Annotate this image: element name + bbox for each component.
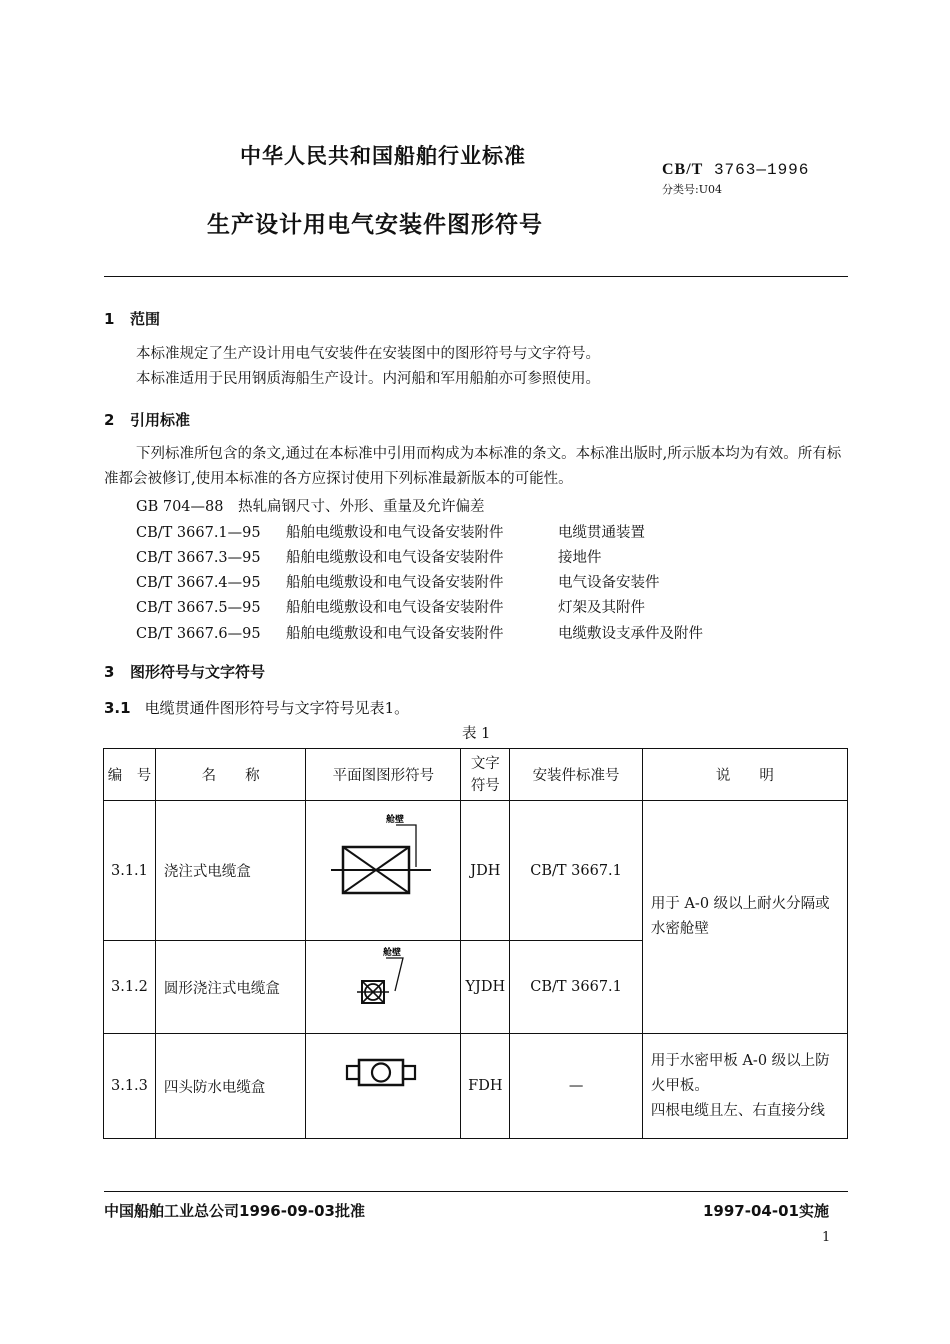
row-name: 圆形浇注式电缆盒: [155, 941, 305, 1034]
reference-part: 电气设备安装件: [558, 575, 660, 591]
row-code: YJDH: [461, 941, 510, 1034]
description-line: 四根电缆且左、右直接分线: [650, 1102, 825, 1119]
four-way-waterproof-box-symbol: [306, 1034, 460, 1134]
reference-item: [136, 546, 602, 567]
row-standard: CB/T 3667.1: [510, 801, 643, 941]
cable-gland-right: [403, 1066, 415, 1079]
row-name: 四头防水电缆盒: [155, 1034, 305, 1139]
row-symbol: [306, 941, 461, 1034]
section-1-title: 范围: [130, 310, 161, 328]
reference-part: 电缆贯通装置: [558, 525, 645, 541]
row-standard: —: [510, 1034, 643, 1139]
table-row: [104, 1034, 848, 1139]
row-symbol: [306, 801, 461, 941]
standard-code-prefix: CB/T: [662, 161, 704, 178]
reference-item: [136, 622, 703, 643]
cable-gland-left: [347, 1066, 359, 1079]
reference-item: [136, 596, 645, 617]
header-text-symbol: [461, 749, 510, 801]
table-row: [104, 801, 848, 941]
standard-body-title: 中华人民共和国船舶行业标准: [240, 144, 526, 168]
section-3-title: 图形符号与文字符号: [130, 663, 266, 681]
section-1-paragraph: 本标准规定了生产设计用电气安装件在安装图中的图形符号与文字符号。: [136, 346, 600, 362]
standard-code: [662, 161, 809, 179]
reference-title: 船舶电缆敷设和电气设备安装附件: [286, 600, 504, 616]
reference-part: 灯架及其附件: [558, 600, 645, 616]
reference-title: 船舶电缆敷设和电气设备安装附件: [286, 550, 504, 566]
bulkhead-label: 舱壁: [383, 948, 402, 958]
symbol-table: [103, 748, 848, 1139]
header-text-line1: 文字: [470, 755, 500, 772]
reference-item: [136, 521, 645, 542]
subsection-text: 电缆贯通件图形符号与文字符号见表1。: [144, 699, 410, 717]
reference-part: 电缆敷设支承件及附件: [558, 626, 703, 642]
reference-title: 船舶电缆敷设和电气设备安装附件: [286, 626, 504, 642]
section-3-number: 3: [104, 663, 115, 681]
section-1-paragraph: 本标准适用于民用钢质海船生产设计。内河船和军用船舶亦可参照使用。: [136, 371, 600, 387]
header-description: 说 明: [642, 749, 847, 801]
reference-code: CB/T 3667.5—95: [136, 600, 261, 616]
section-1-number: 1: [104, 310, 115, 328]
row-name: 浇注式电缆盒: [155, 801, 305, 941]
standard-code-number: 3763—1996: [713, 161, 810, 179]
box-circle: [372, 1064, 390, 1082]
reference-title: 船舶电缆敷设和电气设备安装附件: [286, 525, 504, 541]
document-title: 生产设计用电气安装件图形符号: [207, 212, 543, 238]
classification-number: 分类号:U04: [662, 183, 722, 196]
effective-date: 1997-04-01实施: [703, 1202, 829, 1220]
row-code: JDH: [461, 801, 510, 941]
bulkhead-label: 舱壁: [386, 815, 405, 825]
section-2-number: 2: [104, 411, 115, 429]
section-2-intro: 下列标准所包含的条文,通过在本标准中引用而构成为本标准的条文。本标准出版时,所示版本均为有效。所有标准都会被修订,使用本标准的各方应探讨使用下列标准最新版本的可能性。: [104, 446, 842, 487]
table-caption: 表 1: [462, 726, 491, 742]
row-number: 3.1.3: [104, 1034, 156, 1139]
reference-code: CB/T 3667.4—95: [136, 575, 261, 591]
row-code: FDH: [461, 1034, 510, 1139]
section-2-title: 引用标准: [130, 411, 191, 429]
section-2-heading: [104, 409, 190, 430]
page-number: 1: [822, 1230, 831, 1245]
round-cast-cable-box-symbol: [306, 941, 460, 1029]
reference-code: CB/T 3667.1—95: [136, 525, 261, 541]
footer-rule: [104, 1191, 848, 1192]
row-number: 3.1.1: [104, 801, 156, 941]
header-rule: [104, 276, 848, 277]
section-3-heading: [104, 661, 265, 682]
header-symbol: 平面图图形符号: [306, 749, 461, 801]
table-header-row: [104, 749, 848, 801]
reference-code: CB/T 3667.6—95: [136, 626, 261, 642]
header-standard: 安装件标准号: [510, 749, 643, 801]
header-text-line2: 符号: [470, 777, 500, 794]
reference-part: 接地件: [558, 550, 602, 566]
header-name: 名 称: [155, 749, 305, 801]
cast-cable-box-symbol: [306, 801, 460, 936]
row-description: 用于 A-0 级以上耐火分隔或水密舱壁: [642, 801, 847, 1034]
row-symbol: [306, 1034, 461, 1139]
bulkhead-leader-line: [386, 958, 403, 991]
row-description: [642, 1034, 847, 1139]
section-1-heading: [104, 308, 160, 329]
reference-code: CB/T 3667.3—95: [136, 550, 261, 566]
reference-item: [136, 571, 660, 592]
row-number: 3.1.2: [104, 941, 156, 1034]
reference-gb: GB 704—88 热轧扁钢尺寸、外形、重量及允许偏差: [136, 499, 485, 515]
reference-title: 船舶电缆敷设和电气设备安装附件: [286, 575, 504, 591]
header-no: 编 号: [104, 749, 156, 801]
subsection-3-1: [104, 697, 409, 718]
subsection-number: 3.1: [104, 699, 131, 717]
approval-statement: 中国船舶工业总公司1996-09-03批准: [104, 1202, 365, 1220]
description-line: 用于水密甲板 A-0 级以上防火甲板。: [650, 1052, 830, 1094]
row-standard: CB/T 3667.1: [510, 941, 643, 1034]
